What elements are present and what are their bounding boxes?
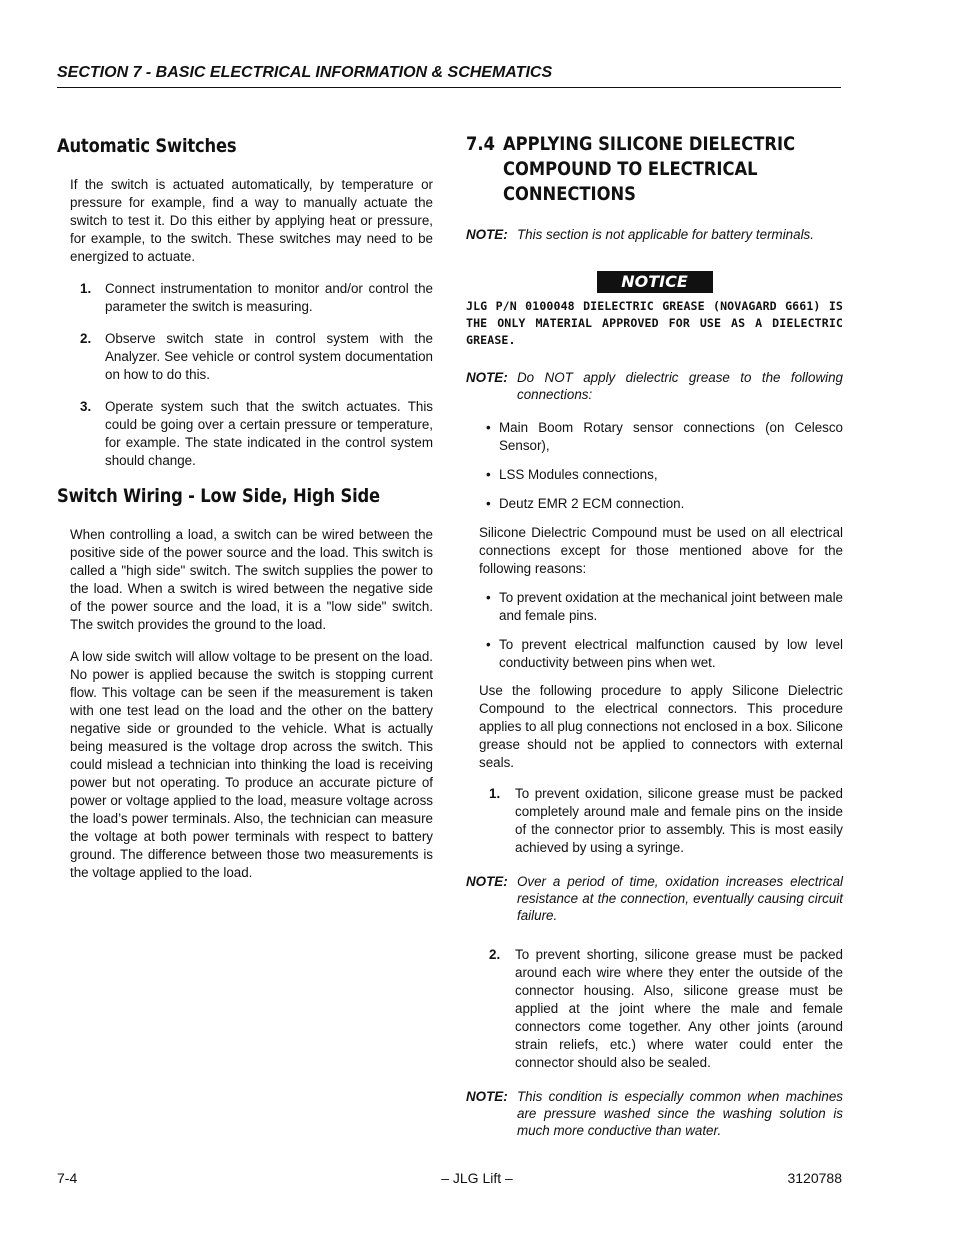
reasons-list xyxy=(466,589,843,672)
section-title xyxy=(503,132,795,207)
list-item: • To prevent electrical malfunction caused by low level conductivity between pins when wet. xyxy=(485,636,843,672)
note-text: This condition is especially common when machines are pressure washed since the washing solution is much more conductive than water. xyxy=(517,1089,843,1138)
section-title-line-3: CONNECTIONS xyxy=(503,183,637,205)
step-text: To prevent shorting, silicone grease must be packed around each wire where they enter the outside of the connector housing. Also, silicone grease must be applied at the joint where the male and female connectors come together. Any other joints (around strain reliefs, etc.) where water could enter the connector should also be sealed. xyxy=(515,947,843,1070)
footer-center: – JLG Lift – xyxy=(441,1170,513,1186)
note-label: NOTE: xyxy=(466,874,508,889)
list-item: • LSS Modules connections, xyxy=(485,466,843,484)
section-number: 7.4 xyxy=(466,133,495,155)
section-title-line-1: APPLYING SILICONE DIELECTRIC xyxy=(503,133,796,155)
step-number: 2. xyxy=(489,947,501,962)
note-label: NOTE: xyxy=(466,1089,508,1104)
notice-text: JLG P/N 0100048 DIELECTRIC GREASE (NOVAGARD G661) IS THE ONLY MATERIAL APPROVED FOR USE AS A DIELECTRIC GREASE. xyxy=(466,299,843,347)
auto-step-3 xyxy=(57,398,433,470)
note-pressure-wash xyxy=(466,1088,843,1139)
note-label: NOTE: xyxy=(466,370,508,385)
note-oxidation xyxy=(466,873,843,924)
automatic-switches-heading: Automatic Switches xyxy=(57,135,237,157)
switch-wiring-heading: Switch Wiring - Low Side, High Side xyxy=(57,485,380,507)
notice-badge: NOTICE xyxy=(597,271,713,293)
list-item: • To prevent oxidation at the mechanical joint between male and female pins. xyxy=(485,589,843,625)
step-text: Connect instrumentation to monitor and/or control the parameter the switch is measuring. xyxy=(105,281,433,314)
procedure-step-1 xyxy=(466,785,843,857)
note-text: This section is not applicable for battery terminals. xyxy=(517,227,814,242)
list-item xyxy=(466,785,843,857)
note-label: NOTE: xyxy=(466,227,508,242)
note-text: Do NOT apply dielectric grease to the following connections: xyxy=(517,370,843,402)
auto-step-2 xyxy=(57,330,433,384)
left-column xyxy=(57,132,433,882)
step-number: 3. xyxy=(80,399,92,414)
must-use-paragraph: Silicone Dielectric Compound must be used on all electrical connections except for those mentioned above for the following reasons: xyxy=(479,525,843,576)
list-item: • Main Boom Rotary sensor connections (on Celesco Sensor), xyxy=(485,419,843,455)
procedure-step-2 xyxy=(466,946,843,1072)
step-number: 1. xyxy=(80,281,92,296)
step-text: Operate system such that the switch actuates. This could be going over a certain pressure or temperature, for example. The state indicated in the control system should change. xyxy=(105,399,433,468)
note-no-grease xyxy=(466,369,843,403)
exclusion-list xyxy=(466,419,843,513)
note-text: Over a period of time, oxidation increases electrical resistance at the connection, eventually causing circuit failure. xyxy=(517,874,843,923)
right-column xyxy=(466,132,843,1139)
section-title-line-2: COMPOUND TO ELECTRICAL xyxy=(503,158,758,180)
auto-step-1 xyxy=(57,280,433,316)
switch-wiring-paragraph-2: A low side switch will allow voltage to be present on the load. No power is applied because the switch is stopping current flow. This voltage can be seen if the measurement is taken with one test lead on the load and the other on the battery negative side or grounded to the vehicle. What is actually being measured is the voltage drop across the switch. This could mislead a technician into thinking the load is receiving power but not operating. To produce an accurate picture of power or voltage applied to the load, measure voltage across the load’s power terminals. Also, the technician can measure the voltage at both power terminals with respect to battery ground. The difference between those two measurements is the voltage applied to the load. xyxy=(70,649,433,880)
procedure-intro: Use the following procedure to apply Silicone Dielectric Compound to the electrical connectors. This procedure applies to all plug connections not enclosed in a box. Silicone grease should not be applied to connectors with external seals. xyxy=(479,683,843,770)
step-number: 1. xyxy=(489,786,501,801)
switch-wiring-paragraph-1: When controlling a load, a switch can be wired between the positive side of the power source and the load. This switch is called a "high side" switch. The switch supplies the power to the load. When a switch is wired between the negative side of the power source and the load, it is a "low side" switch. The switch provides the ground to the load. xyxy=(70,527,433,632)
automatic-switches-steps xyxy=(57,280,433,470)
step-text: To prevent oxidation, silicone grease must be packed completely around male and female pins on the inside of the connector prior to assembly. This is most easily achieved by using a syringe. xyxy=(515,786,843,855)
section-header: SECTION 7 - BASIC ELECTRICAL INFORMATION & SCHEMATICS xyxy=(57,64,841,88)
step-text: Observe switch state in control system with the Analyzer. See vehicle or control system documentation on how to do this. xyxy=(105,331,433,382)
footer-doc-number: 3120788 xyxy=(787,1170,842,1186)
footer-page-number: 7-4 xyxy=(57,1170,78,1186)
automatic-switches-intro: If the switch is actuated automatically, by temperature or pressure for example, find a way to manually actuate the switch to test it. Do this either by applying heat or pressure, for example, to the switch. These switches may need to be energized to actuate. xyxy=(70,177,433,264)
section-7-4-title xyxy=(466,132,843,207)
note-battery-terminals xyxy=(466,226,843,243)
list-item xyxy=(466,946,843,1072)
list-item: • Deutz EMR 2 ECM connection. xyxy=(485,495,843,513)
step-number: 2. xyxy=(80,331,92,346)
